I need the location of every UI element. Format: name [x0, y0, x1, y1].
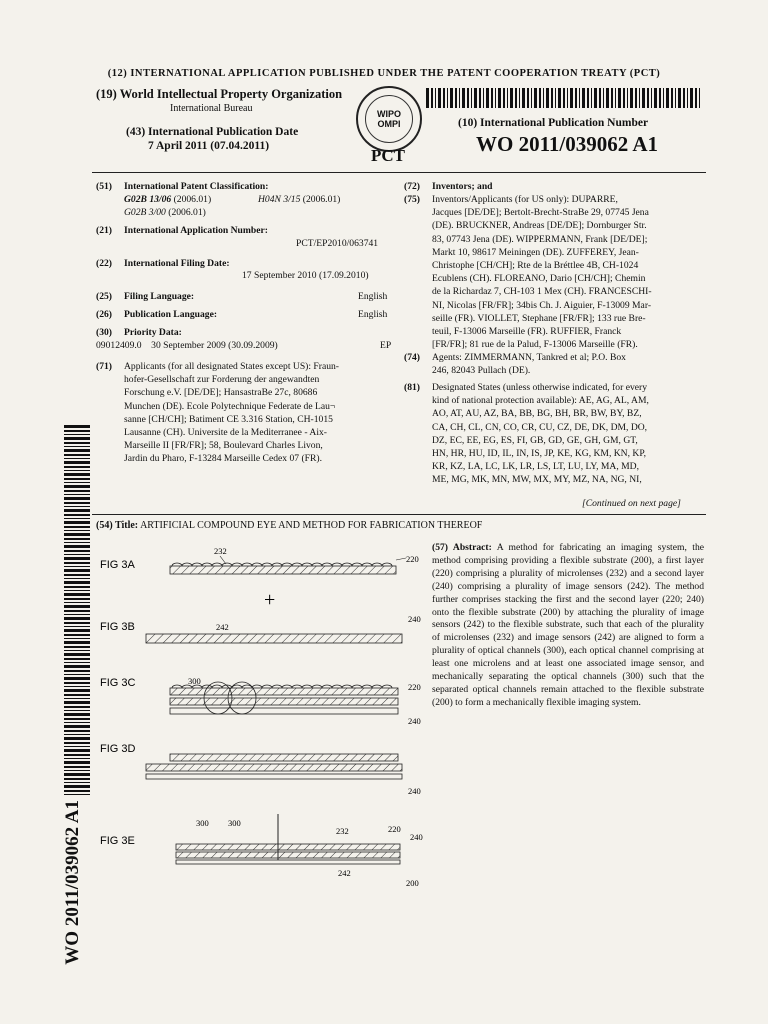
seal-text: WIPO OMPI: [365, 95, 413, 143]
abstract: [432, 542, 704, 710]
priority-country: EP: [380, 340, 392, 351]
text-line: ME, MG, MK, MN, MW, MX, MY, MZ, NA, NG, NI,: [432, 474, 642, 486]
field-number: (75): [404, 194, 420, 205]
text-line: Designated States (unless otherwise indicated, for every: [432, 382, 647, 393]
text-line: CA, CH, CL, CN, CO, CR, CU, CZ, DE, DK, DM, DO,: [432, 421, 648, 433]
side-publication-number-text: WO 2011/039062 A1: [62, 800, 83, 965]
field-number: (72): [404, 181, 420, 192]
text-line: 246, 82043 Pullach (DE).: [432, 365, 531, 377]
ref-200: 200: [406, 878, 419, 888]
text-line: DZ, EC, EE, EG, ES, FI, GB, GD, GE, GH, GM, GT,: [432, 434, 638, 446]
text-line: Marseille II [FR/FR]; 58, Boulevard Charles Livon,: [124, 440, 323, 452]
field-label: International Patent Classification:: [124, 181, 269, 192]
text-line: hofer-Gesellschaft zur Forderung der angewandten: [124, 374, 320, 386]
field-number: (26): [96, 309, 112, 320]
treaty-line: (12) INTERNATIONAL APPLICATION PUBLISHED UNDER THE PATENT COOPERATION TREATY (PCT): [107, 68, 661, 79]
text-line: AO, AT, AU, AZ, BA, BB, BG, BH, BR, BW, BY, BZ,: [432, 408, 642, 420]
publication-number: WO 2011/039062 A1: [476, 132, 659, 156]
filing-language: English: [358, 291, 388, 302]
ref-242: 242: [216, 622, 229, 632]
fig-3b-label: FIG 3B: [100, 621, 135, 633]
svg-text:240: 240: [408, 786, 421, 796]
text-line: de la Richardaz 7, CH-103 1 Mex (CH). FRANCESCHI-: [432, 286, 652, 298]
ipc-date: (2006.01): [173, 194, 212, 205]
field-number: (30): [96, 327, 112, 338]
text-line: Munchen (DE). Ecole Polytechnique Federate de Lau¬: [124, 400, 336, 412]
field-number: (81): [404, 382, 420, 393]
ref-300-a: 300: [196, 818, 209, 828]
header-divider: [92, 172, 706, 173]
text-line: Applicants (for all designated States except US): Fraun-: [124, 361, 340, 372]
field-label: Publication Language:: [124, 309, 218, 320]
fig-3a-label: FIG 3A: [100, 559, 135, 571]
agents-block: [432, 351, 706, 377]
field-label: Priority Data:: [124, 327, 182, 338]
publication-date-label: (43) International Publication Date: [126, 126, 299, 138]
inventors-block: [432, 193, 706, 351]
bureau-name: International Bureau: [170, 103, 253, 114]
abstract-text: A method for fabricating an imaging system, the method comprising providing a flexible substrate (200), a first layer (220) comprising a plurality of microlenses (232) and a second layer (240) comprising a plurality of image sensors (242). The method further comprises stacking the first and the second layer (220; 240) onto the flexible substrate (200) by attaching the plurality of image sensors (242) to the flexible substrate, such that each of the plurality of microlenses (232) and image sensors (242) are aligned to form a plurality of optical channels (300), each optical channel comprising at least one microlens and at least one associated image sensor, and mechanically separating the optical channels (300) such that the separated optical channels remain attached to the flexible substrate (200) to form a mechanically flexible imaging system.: [432, 542, 705, 708]
field-number: (51): [96, 181, 112, 192]
patent-title: ARTIFICIAL COMPOUND EYE AND METHOD FOR FABRICATION THEREOF: [140, 520, 483, 531]
ref-300: 300: [188, 676, 201, 686]
abstract-label: (57) Abstract:: [432, 542, 492, 553]
field-number: (71): [96, 361, 112, 372]
microlens-row: [172, 563, 392, 566]
svg-text:220: 220: [408, 682, 421, 692]
ref-240: 240: [408, 614, 421, 624]
text-line: seille (FR). VIOLLET, Stephane [FR/FR]; 133 rue Bre-: [432, 312, 646, 324]
svg-text:240: 240: [410, 832, 423, 842]
text-line: teuil, F-13006 Marseille (FR). RUFFIER, Franck: [432, 326, 622, 338]
text-line: Ecublens (CH). FLOREANO, Dario [CH/CH]; Chemin: [432, 273, 646, 285]
wipo-seal-logo: [356, 86, 422, 152]
svg-text:232: 232: [336, 826, 349, 836]
ipc-date: (2006.01): [302, 194, 341, 205]
side-barcode-image: [64, 425, 90, 795]
continued-note: [Continued on next page]: [582, 498, 681, 509]
ipc-date: (2006.01): [168, 207, 206, 218]
text-line: Agents: ZIMMERMANN, Tankred et al; P.O. Box: [432, 352, 626, 363]
ref-220: 220: [406, 554, 419, 564]
field-label: Inventors; and: [432, 181, 493, 192]
title-divider: [92, 514, 706, 515]
fig-3e-label: FIG 3E: [100, 835, 135, 847]
ipc-code: G02B 13/06: [124, 194, 172, 205]
text-line: 83, 07743 Jena (DE). WIPPERMANN, Frank [DE/DE];: [432, 233, 648, 245]
svg-text:242: 242: [338, 868, 351, 878]
figure-3-drawings: [96, 540, 428, 890]
side-publication-number: [60, 800, 94, 1000]
ref-300-b: 300: [228, 818, 241, 828]
text-line: Christophe [CH/CH]; Rte de la Bréttlee 4B, CH-1024: [432, 260, 639, 272]
field-number: (74): [404, 352, 420, 363]
priority-data: 09012409.0 30 September 2009 (30.09.2009): [96, 340, 278, 351]
barcode-image: [426, 88, 702, 108]
field-label: Filing Language:: [124, 291, 195, 302]
text-line: sanne [CH/CH]; Batiment CE 3.316 Station, CH-1015: [124, 413, 333, 425]
fig-3d-label: FIG 3D: [100, 743, 136, 755]
field-number: (22): [96, 258, 112, 269]
text-line: Markt 10, 98617 Meiningen (DE). ZUFFEREY, Jean-: [432, 246, 639, 258]
filing-date: 17 September 2010 (17.09.2010): [242, 270, 369, 281]
svg-text:220: 220: [388, 824, 401, 834]
publication-date: 7 April 2011 (07.04.2011): [148, 140, 270, 152]
field-label: International Application Number:: [124, 225, 268, 236]
text-line: Jardin du Pharo, F-13284 Marseille Cedex 07 (FR).: [124, 453, 322, 465]
text-line: Forschung e.V. [DE/DE]; HansastraBe 27c, 80686: [124, 387, 318, 399]
text-line: Lausanne (CH). Universite de la Mediterranee - Aix-: [124, 427, 327, 439]
designated-states-block: [432, 381, 706, 487]
ref-232: 232: [214, 546, 227, 556]
title-line: [96, 520, 482, 531]
publication-number-label: (10) International Publication Number: [458, 117, 649, 129]
field-number: (25): [96, 291, 112, 302]
text-line: Inventors/Applicants (for US only): DUPARRE,: [432, 194, 618, 205]
text-line: Jacques [DE/DE]; Bertolt-Brecht-StraBe 29, 07745 Jena: [432, 207, 649, 219]
field-number: (21): [96, 225, 112, 236]
organization-name: (19) World Intellectual Property Organization: [96, 87, 343, 101]
text-line: HN, HR, HU, ID, IL, IN, IS, JP, KE, KG, KM, KN, KP,: [432, 448, 646, 460]
svg-text:240: 240: [408, 716, 421, 726]
fig-3c-label: FIG 3C: [100, 677, 136, 689]
applicants-block: [124, 360, 394, 466]
text-line: (DE). BRUCKNER, Andreas [DE/DE]; Dornburger Str.: [432, 220, 647, 232]
ipc-code: G02B 3/00: [124, 207, 166, 218]
application-number: PCT/EP2010/063741: [296, 238, 379, 249]
ipc-code: H04N 3/15: [258, 194, 301, 205]
pct-label: PCT: [371, 146, 405, 165]
plus-sign: +: [264, 589, 276, 611]
text-line: kind of national protection available): AE, AG, AL, AM,: [432, 395, 649, 407]
text-line: [FR/FR]; 81 rue de la Palud, F-13006 Marseille (FR).: [432, 339, 638, 351]
text-line: KR, KZ, LA, LC, LK, LR, LS, LT, LU, LY, MA, MD,: [432, 461, 639, 473]
title-number: (54) Title:: [96, 520, 139, 531]
field-label: International Filing Date:: [124, 258, 230, 269]
text-line: NI, Nicolas [FR/FR]; 34bis Ch. J. Aiguier, F-13009 Mar-: [432, 299, 652, 311]
publication-language: English: [358, 309, 388, 320]
